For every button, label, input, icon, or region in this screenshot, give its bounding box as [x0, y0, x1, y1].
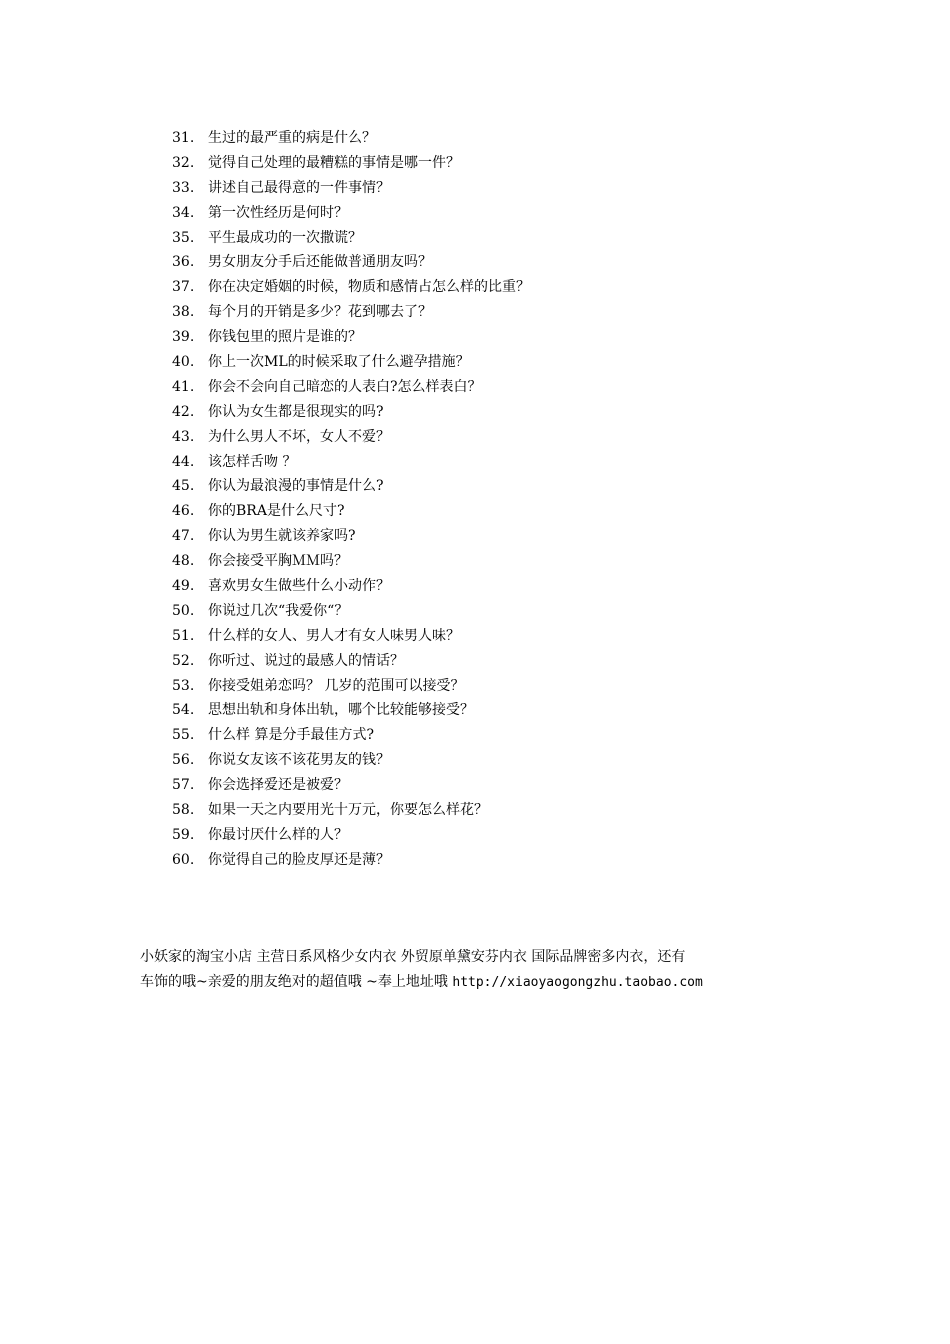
question-item — [172, 226, 530, 251]
question-item — [172, 723, 530, 748]
question-number: 38. — [172, 304, 195, 321]
question-number: 34. — [172, 204, 195, 221]
question-number: 31. — [172, 130, 195, 146]
question-text: 你说过几次“我爱你“？ — [208, 602, 349, 619]
question-item — [172, 151, 530, 176]
question-text: 你说女友该不该花男友的钱？ — [208, 752, 390, 769]
question-text: 你在决定婚姻的时候，物质和感情占怎么样的比重？ — [208, 279, 530, 296]
question-text: 你听过、说过的最感人的情话？ — [208, 652, 404, 669]
question-item — [172, 823, 530, 848]
question-item — [172, 674, 530, 699]
question-number: 43. — [172, 428, 195, 445]
question-text: 讲述自己最得意的一件事情？ — [208, 179, 390, 196]
question-text: 每个月的开销是多少？花到哪去了？ — [208, 304, 432, 321]
question-item — [172, 524, 530, 549]
question-item — [172, 425, 530, 450]
question-number: 33. — [172, 179, 195, 196]
question-number: 49. — [172, 578, 195, 595]
question-item — [172, 574, 530, 599]
question-number: 42. — [172, 403, 195, 420]
question-item — [172, 798, 530, 823]
question-item — [172, 400, 530, 425]
question-number: 48. — [172, 553, 195, 570]
question-number: 60. — [172, 851, 195, 868]
question-text: 喜欢男女生做些什么小动作？ — [208, 578, 390, 595]
question-number: 52. — [172, 652, 195, 669]
question-item — [172, 549, 530, 574]
footer-line-2 — [140, 970, 830, 995]
question-item — [172, 350, 530, 375]
question-item — [172, 375, 530, 400]
question-number: 41. — [172, 378, 195, 395]
question-text: 你觉得自己的脸皮厚还是薄？ — [208, 851, 390, 868]
question-text: 你上一次ML的时候采取了什么避孕措施？ — [208, 354, 470, 371]
question-text: 你认为最浪漫的事情是什么? — [208, 478, 384, 495]
question-item — [172, 300, 530, 325]
question-item — [172, 649, 530, 674]
question-text: 生过的最严重的病是什么？ — [208, 130, 376, 146]
shop-footer — [140, 945, 830, 995]
question-text: 男女朋友分手后还能做普通朋友吗？ — [208, 254, 432, 271]
question-item — [172, 474, 530, 499]
question-item — [172, 450, 530, 475]
question-text: 你认为女生都是很现实的吗? — [208, 403, 384, 420]
question-text: 你最讨厌什么样的人？ — [208, 826, 348, 843]
question-item — [172, 275, 530, 300]
question-number: 54. — [172, 702, 195, 719]
question-item — [172, 325, 530, 350]
question-text: 为什么男人不坏，女人不爱？ — [208, 428, 390, 445]
question-text: 你会接受平胸ＭＭ吗？ — [208, 553, 348, 570]
question-text: 什么样 算是分手最佳方式? — [208, 727, 374, 744]
question-number: 47. — [172, 528, 195, 545]
question-number: 56. — [172, 752, 195, 769]
question-number: 46. — [172, 503, 195, 520]
question-number: 45. — [172, 478, 195, 495]
question-number: 57. — [172, 777, 195, 794]
question-number: 55. — [172, 727, 195, 744]
question-text: 觉得自己处理的最糟糕的事情是哪一件？ — [208, 154, 460, 171]
question-text: 你接受姐弟恋吗？ 几岁的范围可以接受？ — [208, 677, 465, 694]
question-item — [172, 250, 530, 275]
question-number: 36. — [172, 254, 195, 271]
question-number: 51. — [172, 627, 195, 644]
question-item — [172, 624, 530, 649]
question-number: 35. — [172, 229, 195, 246]
question-number: 39. — [172, 329, 195, 346]
shop-url-link[interactable]: http://xiaoyaogongzhu.taobao.com — [452, 975, 703, 990]
question-text: 什么样的女人、男人才有女人味男人味？ — [208, 627, 460, 644]
question-text: 该怎样舌吻 ？ — [208, 453, 297, 470]
question-number: 32. — [172, 154, 195, 171]
question-item — [172, 499, 530, 524]
question-item — [172, 773, 530, 798]
question-number: 44. — [172, 453, 195, 470]
question-text: 你会选择爱还是被爱？ — [208, 777, 348, 794]
question-text: 你的BRA是什么尺寸? — [208, 503, 345, 520]
question-item — [172, 126, 530, 151]
question-item — [172, 848, 530, 873]
question-list — [172, 126, 530, 873]
question-number: 53. — [172, 677, 195, 694]
question-item — [172, 599, 530, 624]
footer-line-2-text: 车饰的哦~亲爱的朋友绝对的超值哦 ~奉上地址哦 — [140, 974, 453, 990]
footer-line-1: 小妖家的淘宝小店 主营日系风格少女内衣 外贸原单黛安芬内衣 国际品牌密多内衣，还有 — [140, 949, 686, 965]
question-item — [172, 698, 530, 723]
question-text: 第一次性经历是何时？ — [208, 204, 348, 221]
question-number: 58. — [172, 802, 195, 819]
question-number: 40. — [172, 354, 195, 371]
question-text: 你认为男生就该养家吗? — [208, 528, 356, 545]
question-text: 你会不会向自己暗恋的人表白?怎么样表白？ — [208, 378, 482, 395]
question-text: 平生最成功的一次撒谎？ — [208, 229, 362, 246]
question-item — [172, 176, 530, 201]
question-text: 你钱包里的照片是谁的？ — [208, 329, 362, 346]
question-text: 如果一天之内要用光十万元，你要怎么样花？ — [208, 802, 488, 819]
question-item — [172, 748, 530, 773]
question-number: 50. — [172, 602, 195, 619]
question-text: 思想出轨和身体出轨，哪个比较能够接受？ — [208, 702, 474, 719]
question-number: 37. — [172, 279, 195, 296]
question-item — [172, 201, 530, 226]
question-number: 59. — [172, 826, 195, 843]
